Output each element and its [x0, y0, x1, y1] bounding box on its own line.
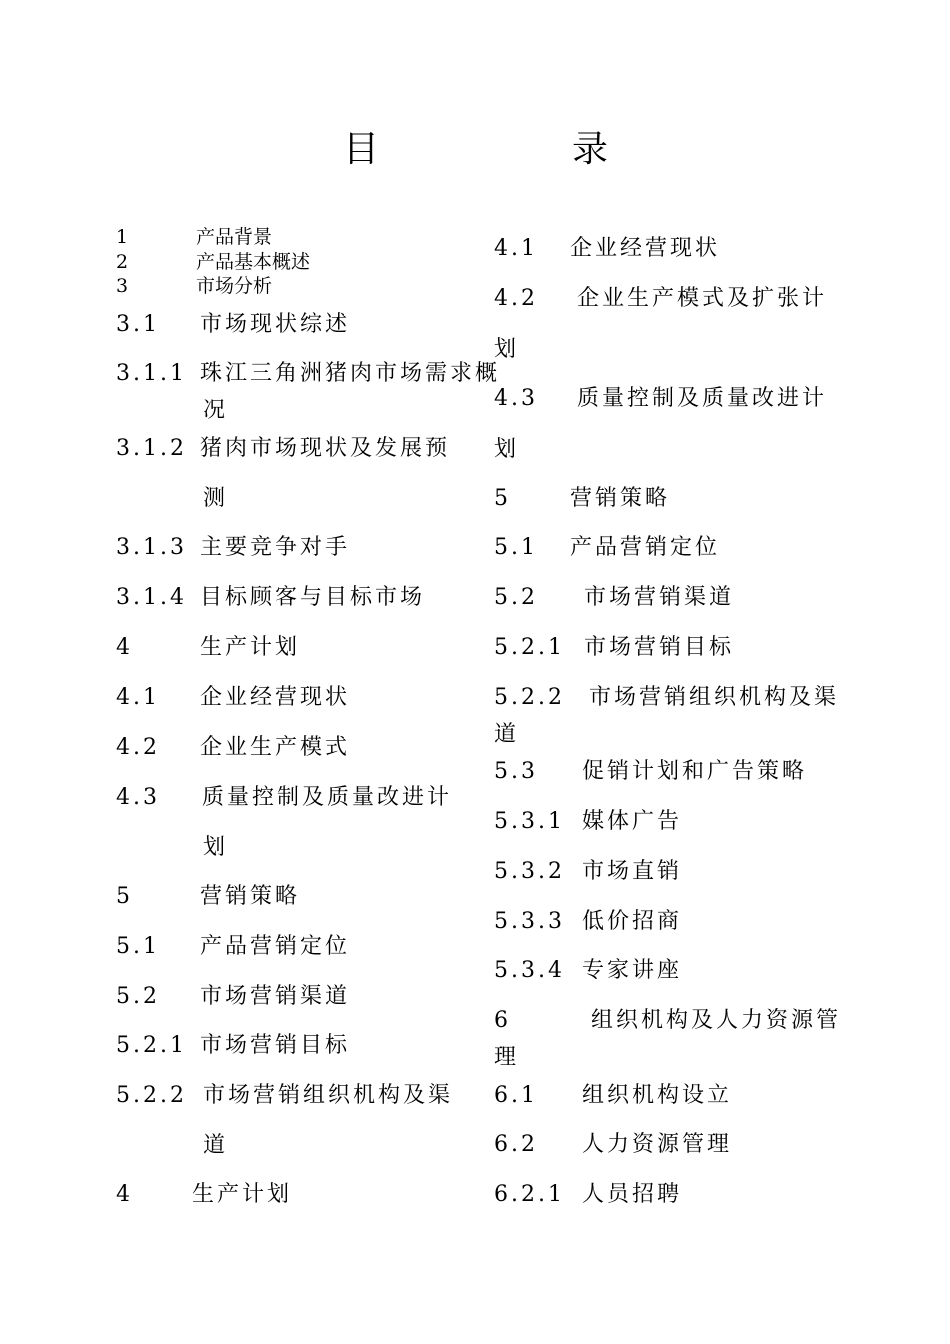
toc-entry-text: 媒体广告: [582, 809, 683, 834]
toc-entry-text: 产品营销定位: [570, 535, 721, 560]
toc-entry-text-continued: 测: [203, 486, 229, 511]
toc-entry-text-continued: 理: [494, 1045, 520, 1070]
toc-entry-text: 市场营销组织机构及渠: [203, 1083, 454, 1108]
toc-entry-text: 市场营销组织机构及渠: [589, 685, 840, 710]
toc-entry-number: 5.1: [494, 535, 538, 560]
toc-entry-text: 质量控制及质量改进计: [577, 386, 828, 411]
toc-entry-number: 5.3.4: [494, 958, 565, 983]
toc-entry-text: 市场营销目标: [584, 635, 735, 660]
toc-entry-text: 市场营销目标: [200, 1033, 351, 1058]
toc-entry-text: 市场现状综述: [200, 312, 351, 337]
toc-entry-text: 生产计划: [200, 635, 301, 660]
toc-entry-number: 5: [494, 486, 511, 511]
toc-entry-text: 市场营销渠道: [584, 585, 735, 610]
toc-entry-number: 5.2.1: [116, 1033, 187, 1058]
toc-entry-text: 珠江三角洲猪肉市场需求概: [200, 361, 501, 386]
toc-title-right: 录: [572, 129, 609, 170]
toc-entry-number: 4.2: [116, 735, 160, 760]
toc-entry-number: 6.2: [494, 1132, 538, 1157]
toc-entry-number: 4.3: [494, 386, 538, 411]
toc-entry-number: 5.3.1: [494, 809, 565, 834]
toc-entry-number: 5.3: [494, 759, 538, 784]
toc-entry-number: 3.1.3: [116, 535, 187, 560]
toc-entry-number: 1: [116, 226, 129, 248]
toc-entry-number: 5.3.3: [494, 909, 565, 934]
toc-entry-text: 生产计划: [192, 1182, 293, 1207]
toc-entry-number: 4.1: [116, 685, 160, 710]
toc-entry-text: 人力资源管理: [582, 1132, 733, 1157]
toc-entry-text: 人员招聘: [582, 1182, 683, 1207]
toc-entry-text: 组织机构及人力资源管: [591, 1008, 842, 1033]
toc-entry-number: 6: [494, 1008, 511, 1033]
toc-entry-text: 组织机构设立: [582, 1083, 733, 1108]
toc-entry-number: 4: [116, 1182, 133, 1207]
toc-entry-text: 企业生产模式: [200, 735, 351, 760]
toc-entry-number: 3.1.4: [116, 585, 187, 610]
toc-entry-text: 营销策略: [570, 486, 671, 511]
toc-entry-number: 5.2.2: [116, 1083, 187, 1108]
toc-entry-text-continued: 道: [494, 722, 520, 747]
toc-entry-text: 营销策略: [200, 884, 301, 909]
toc-entry-number: 3.1.2: [116, 436, 187, 461]
toc-entry-text: 质量控制及质量改进计: [202, 785, 453, 810]
toc-entry-text: 市场营销渠道: [200, 984, 351, 1009]
toc-entry-text: 低价招商: [582, 909, 683, 934]
toc-entry-text-continued: 划: [494, 337, 520, 362]
toc-entry-text: 目标顾客与目标市场: [200, 585, 426, 610]
toc-entry-text-continued: 况: [203, 398, 229, 423]
toc-entry-text: 促销计划和广告策略: [582, 759, 808, 784]
toc-entry-text-continued: 道: [203, 1133, 229, 1158]
toc-entry-number: 3.1.1: [116, 361, 187, 386]
toc-entry-text: 企业经营现状: [570, 236, 721, 261]
toc-entry-number: 5.2: [116, 984, 160, 1009]
toc-entry-text: 产品背景: [196, 226, 273, 248]
toc-entry-text: 专家讲座: [582, 958, 683, 983]
toc-entry-number: 6.1: [494, 1083, 538, 1108]
toc-entry-number: 4: [116, 635, 133, 660]
toc-entry-text: 产品基本概述: [196, 251, 311, 273]
toc-entry-text: 企业经营现状: [200, 685, 351, 710]
toc-entry-number: 5.2: [494, 585, 538, 610]
toc-entry-number: 3.1: [116, 312, 160, 337]
toc-entry-text: 猪肉市场现状及发展预: [200, 436, 451, 461]
toc-entry-text: 主要竞争对手: [200, 535, 351, 560]
toc-entry-number: 4.2: [494, 286, 538, 311]
toc-entry-text-continued: 划: [203, 835, 229, 860]
toc-entry-number: 5: [116, 884, 133, 909]
toc-title-left: 目: [343, 129, 380, 170]
toc-entry-number: 5.1: [116, 934, 160, 959]
toc-entry-number: 3: [116, 275, 129, 297]
toc-entry-text: 市场直销: [582, 859, 683, 884]
toc-entry-text: 市场分析: [196, 275, 273, 297]
toc-entry-text: 企业生产模式及扩张计: [577, 286, 828, 311]
toc-entry-number: 2: [116, 251, 129, 273]
toc-entry-number: 4.3: [116, 785, 160, 810]
toc-entry-number: 5.2.1: [494, 635, 565, 660]
toc-entry-text-continued: 划: [494, 437, 520, 462]
toc-entry-number: 5.3.2: [494, 859, 565, 884]
toc-entry-number: 5.2.2: [494, 685, 565, 710]
toc-entry-number: 6.2.1: [494, 1182, 565, 1207]
toc-entry-number: 4.1: [494, 236, 538, 261]
toc-entry-text: 产品营销定位: [200, 934, 351, 959]
